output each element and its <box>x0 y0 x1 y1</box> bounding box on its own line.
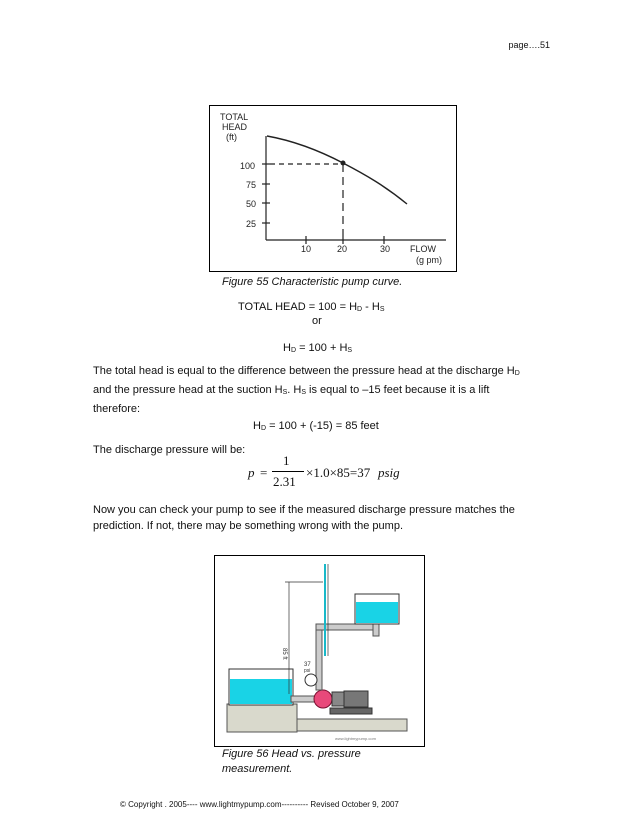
xlabel-line-1: FLOW <box>410 244 436 254</box>
equation-total-head: TOTAL HEAD = $100 = H_D - H_S$ <box>238 301 385 313</box>
ytick-25: 25 <box>246 219 257 229</box>
ytick-50: 50 <box>246 199 257 209</box>
gauge-unit: psi <box>304 668 311 674</box>
figure-55-caption: Figure 55 Characteristic pump curve. <box>222 276 403 288</box>
page-number: page….51 <box>508 40 550 50</box>
height-label: 85 ft <box>281 648 287 660</box>
equation-hd-value: $H_D = 100 + (-15) = 85$ feet <box>253 420 379 432</box>
figure-56-head-vs-pressure <box>214 555 425 747</box>
paragraph-check-pump: Now you can check your pump to see if the measured discharge pressure matches the prediction. If not, there may be something wrong with the pump. <box>93 504 515 532</box>
equation-or: or <box>312 315 322 327</box>
ylabel-line-1: TOTAL <box>220 112 249 122</box>
ylabel-line-3: (ft) <box>226 132 237 142</box>
footer: © Copyright . 2005---- www.lightmypump.com---------- Revised October 9, 2007 <box>120 800 399 809</box>
xlabel-line-2: (g pm) <box>416 255 443 265</box>
figure-56-caption: Figure 56 Head vs. pressure measurement. <box>222 748 361 775</box>
xtick-20: 20 <box>337 244 348 254</box>
xtick-30: 30 <box>380 244 391 254</box>
watermark: www.lightmypump.com <box>335 736 376 741</box>
paragraph-total-head: The total head is equal to the difference between the pressure head at the discharge $H_D$ and the pressure head at the suction $H_S$. $H_S$ is equal to –15 feet because it is a lift therefore: <box>93 365 520 415</box>
xtick-10: 10 <box>301 244 312 254</box>
equation-hd: $H_D = 100 + H_S$ <box>283 342 353 354</box>
ytick-75: 75 <box>246 180 257 190</box>
paragraph-discharge: The discharge pressure will be: <box>93 444 246 456</box>
figure-55-pump-curve <box>209 105 457 272</box>
ylabel-line-2: HEAD <box>222 122 248 132</box>
pressure-formula: p = 1 2.31 ×1.0×85=37 psig <box>248 453 400 489</box>
gauge-value: 37 <box>304 662 311 668</box>
ytick-100: 100 <box>240 161 256 171</box>
